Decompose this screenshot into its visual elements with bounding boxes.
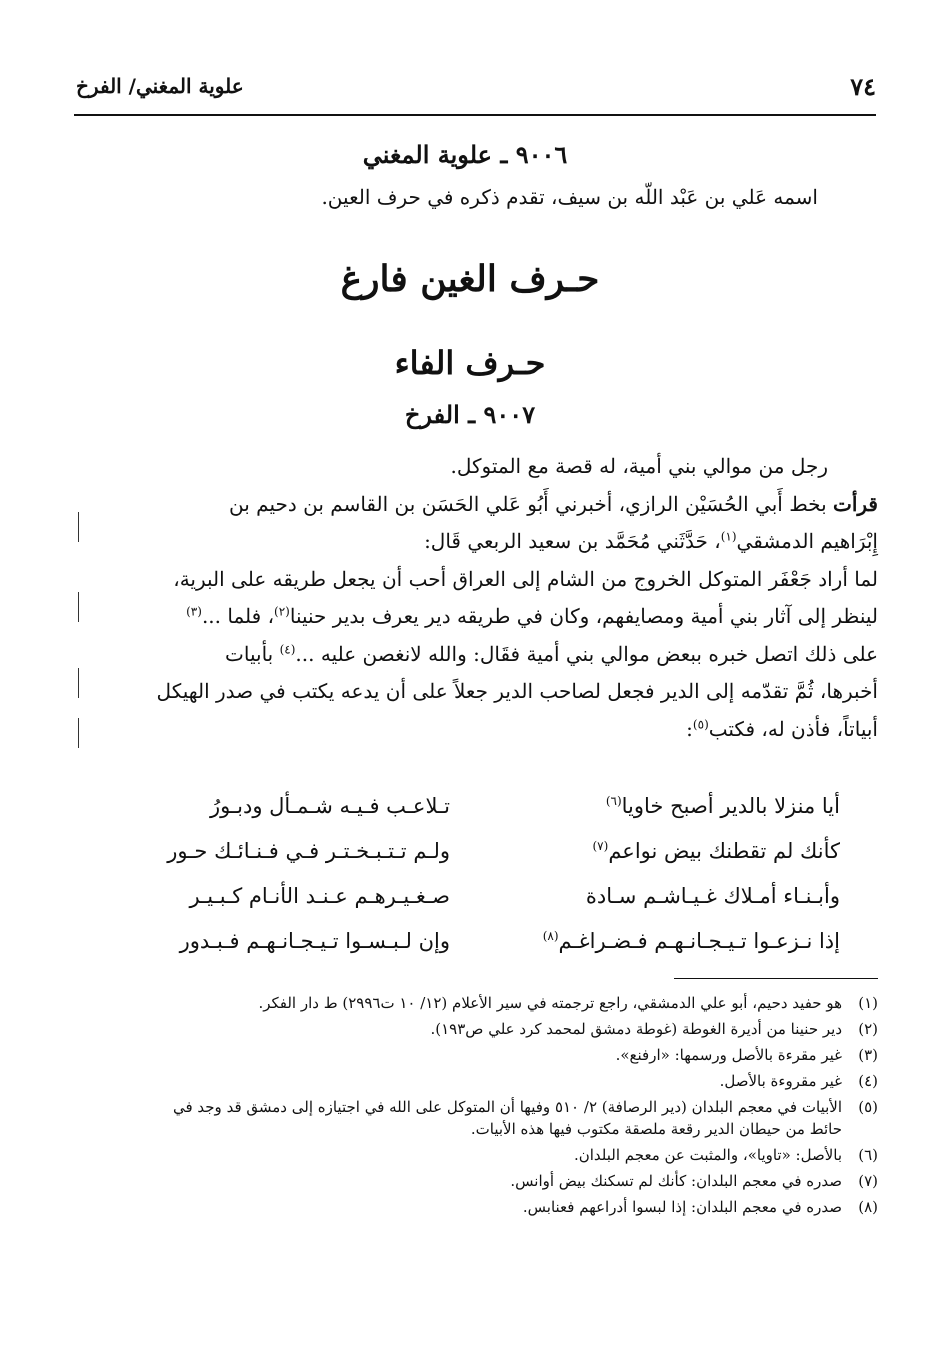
- footnote: [78, 992, 878, 1014]
- footnote-text: [78, 1096, 842, 1140]
- footnote-number: (٦): [858, 1146, 878, 1164]
- intro-line: رجل من موالي بني أمية، له قصة مع المتوكل.: [450, 454, 828, 478]
- footnote: [78, 1196, 878, 1218]
- footnote: [78, 1044, 878, 1066]
- page-number: ٧٤: [850, 72, 876, 101]
- footnote-number: (٧): [858, 1172, 878, 1190]
- footnote-text: غير مقروءة بالأصل.: [719, 1072, 842, 1090]
- footnote-ref[interactable]: (٦): [605, 793, 622, 808]
- running-title: علوية المغني/ الفرخ: [76, 74, 244, 98]
- page-header: [76, 66, 876, 110]
- text-run: إِبْرَاهيم الدمشقي: [736, 529, 878, 553]
- lead-word: قرأت: [833, 491, 878, 516]
- footnote-number: (١): [858, 994, 878, 1012]
- section-heading-fa: حـرف الفاء: [394, 344, 546, 382]
- entry-title-9006: ٩٠٠٦ ـ علوية المغني: [362, 140, 568, 169]
- poem: [80, 783, 840, 963]
- verse-first-hemistich: [470, 794, 840, 818]
- footnote-ref[interactable]: (٥): [692, 716, 709, 731]
- verse-second-hemistich: تـلاعـب فـيـه شـمـأل ودبـورُ: [210, 793, 450, 818]
- verse-first-hemistich: [470, 929, 840, 953]
- text-run: ، فلما ...: [201, 604, 275, 628]
- footnote-text: بالأصل: «تاويا»، والمثبت عن معجم البلدان.: [573, 1146, 842, 1164]
- paragraph-2-line-5: [78, 711, 878, 749]
- footnote: [78, 1018, 878, 1040]
- poem-verse: [80, 783, 840, 828]
- text-run: ، حَدَّثَني مُحَمَّد بن سعيد الربعي قَال:: [424, 529, 721, 553]
- footnote-ref[interactable]: (٤): [279, 641, 296, 656]
- section-heading-ghayn: حـرف الغين فارغ: [340, 258, 600, 300]
- footnote-number: (٢): [858, 1020, 878, 1038]
- text-run: لينظر إلى آثار بني أمية ومصايفهم، وكان في طريقه دير يعرف بدير حنينا: [289, 604, 878, 628]
- footnote-line: الأبيات في معجم البلدان (دير الرصافة) ٢/ ٥١٠ وفيها أن المتوكل على الله في اجتيازه إلى دمشق قد وجد في: [172, 1098, 842, 1116]
- paragraph-1: [78, 486, 878, 524]
- footnote-ref[interactable]: (٢): [274, 604, 290, 619]
- main-text: [78, 448, 878, 748]
- footnote-text: دير حنينا من أديرة الغوطة (غوطة دمشق لمحمد كرد علي ص١٩٣).: [430, 1020, 842, 1038]
- paragraph-2-line-4: أخبرها، ثُمَّ تقدّمه إلى الدير فجعل لصاحب الدير جعلاً على أن يدعه يكتب في صدر الهيكل: [156, 679, 878, 703]
- footnote: [78, 1096, 878, 1140]
- poem-verse: [80, 828, 840, 873]
- paragraph-2-line-3: [78, 636, 878, 674]
- footnote-ref[interactable]: (٨): [542, 928, 559, 943]
- footnote: [78, 1170, 878, 1192]
- footnote-text: صدره في معجم البلدان: كأنك لم تسكنك بيض أوانس.: [510, 1172, 842, 1190]
- verse-second-hemistich: وإن لـبـسـوا تـيـجـانـهـم فـبـدور: [179, 928, 450, 953]
- verse-text: كأنك لم تقطنك بيض نواعم: [608, 838, 840, 863]
- poem-verse: [80, 873, 840, 918]
- verse-text: أيا منزلا بالدير أصبح خاويا: [621, 793, 840, 818]
- header-rule: [74, 114, 876, 116]
- footnote-text: هو حفيد دحيم، أبو علي الدمشقي، راجع ترجمته في سير الأعلام (١٢/ ١٠ ت٢٩٩٦) ط دار الفكر.: [258, 994, 842, 1012]
- footnote-number: (٥): [858, 1098, 878, 1116]
- text-run: بأبيات: [225, 641, 280, 666]
- footnote-number: (٣): [858, 1046, 878, 1064]
- footnote-text: صدره في معجم البلدان: إذا لبسوا أدراعهم فعنابس.: [522, 1198, 842, 1216]
- verse-first-hemistich: [470, 884, 840, 908]
- footnotes: [78, 992, 878, 1222]
- paragraph-2-line-2: [78, 598, 878, 636]
- footnote: [78, 1070, 878, 1092]
- footnote-text: غير مقرءة بالأصل ورسمها: «ارفنع».: [615, 1046, 842, 1064]
- footnote-number: (٤): [858, 1072, 878, 1090]
- text-run: :: [686, 716, 693, 741]
- verse-first-hemistich: [470, 839, 840, 863]
- entry-text-9006: اسمه عَلي بن عَبْد اللّه بن سيف، تقدم ذكره في حرف العين.: [321, 185, 818, 209]
- verse-second-hemistich: صـغـيـرهـم عـنـد الأنـام كـبـيـر: [189, 883, 450, 908]
- footnote-ref[interactable]: (١): [720, 529, 737, 544]
- verse-second-hemistich: ولـم تـتـبـخـتـر فـي فـنـائـك حـور: [167, 838, 450, 863]
- text-run: على ذلك اتصل خبره ببعض موالي بني أمية فقَال: والله لانغصن عليه ...: [295, 641, 878, 666]
- footnote: [78, 1144, 878, 1166]
- footnote-line: حائط من حيطان الدير رقعة ملصقة مكتوب فيها هذه الأبيات.: [470, 1120, 842, 1138]
- footnote-ref[interactable]: (٧): [592, 838, 609, 853]
- poem-verse: [80, 918, 840, 963]
- verse-text: إذا نـزعـوا تـيـجـانـهـم فـضـراغـم: [558, 928, 840, 953]
- text-run: بخط أَبي الحُسَيْن الرازي، أخبرني أَبُو عَلي الحَسَن بن القاسم بن دحيم بن: [228, 491, 834, 516]
- footnote-ref[interactable]: (٣): [186, 604, 202, 619]
- footnote-number: (٨): [858, 1198, 878, 1216]
- entry-title-9007: ٩٠٠٧ ـ الفرخ: [404, 400, 536, 429]
- verse-text: وأبـنـاء أمـلاك غـيـاشـم سـادة: [585, 883, 840, 908]
- paragraph-1-line-2: [78, 523, 878, 561]
- paragraph-2-line-1: لما أراد جَعْفَر المتوكل الخروج من الشام إلى العراق أحب أن يجعل طريقه على البرية،: [173, 566, 878, 591]
- footnote-separator: [674, 978, 878, 979]
- text-run: أبياتاً، فأذن له، فكتب: [708, 716, 878, 741]
